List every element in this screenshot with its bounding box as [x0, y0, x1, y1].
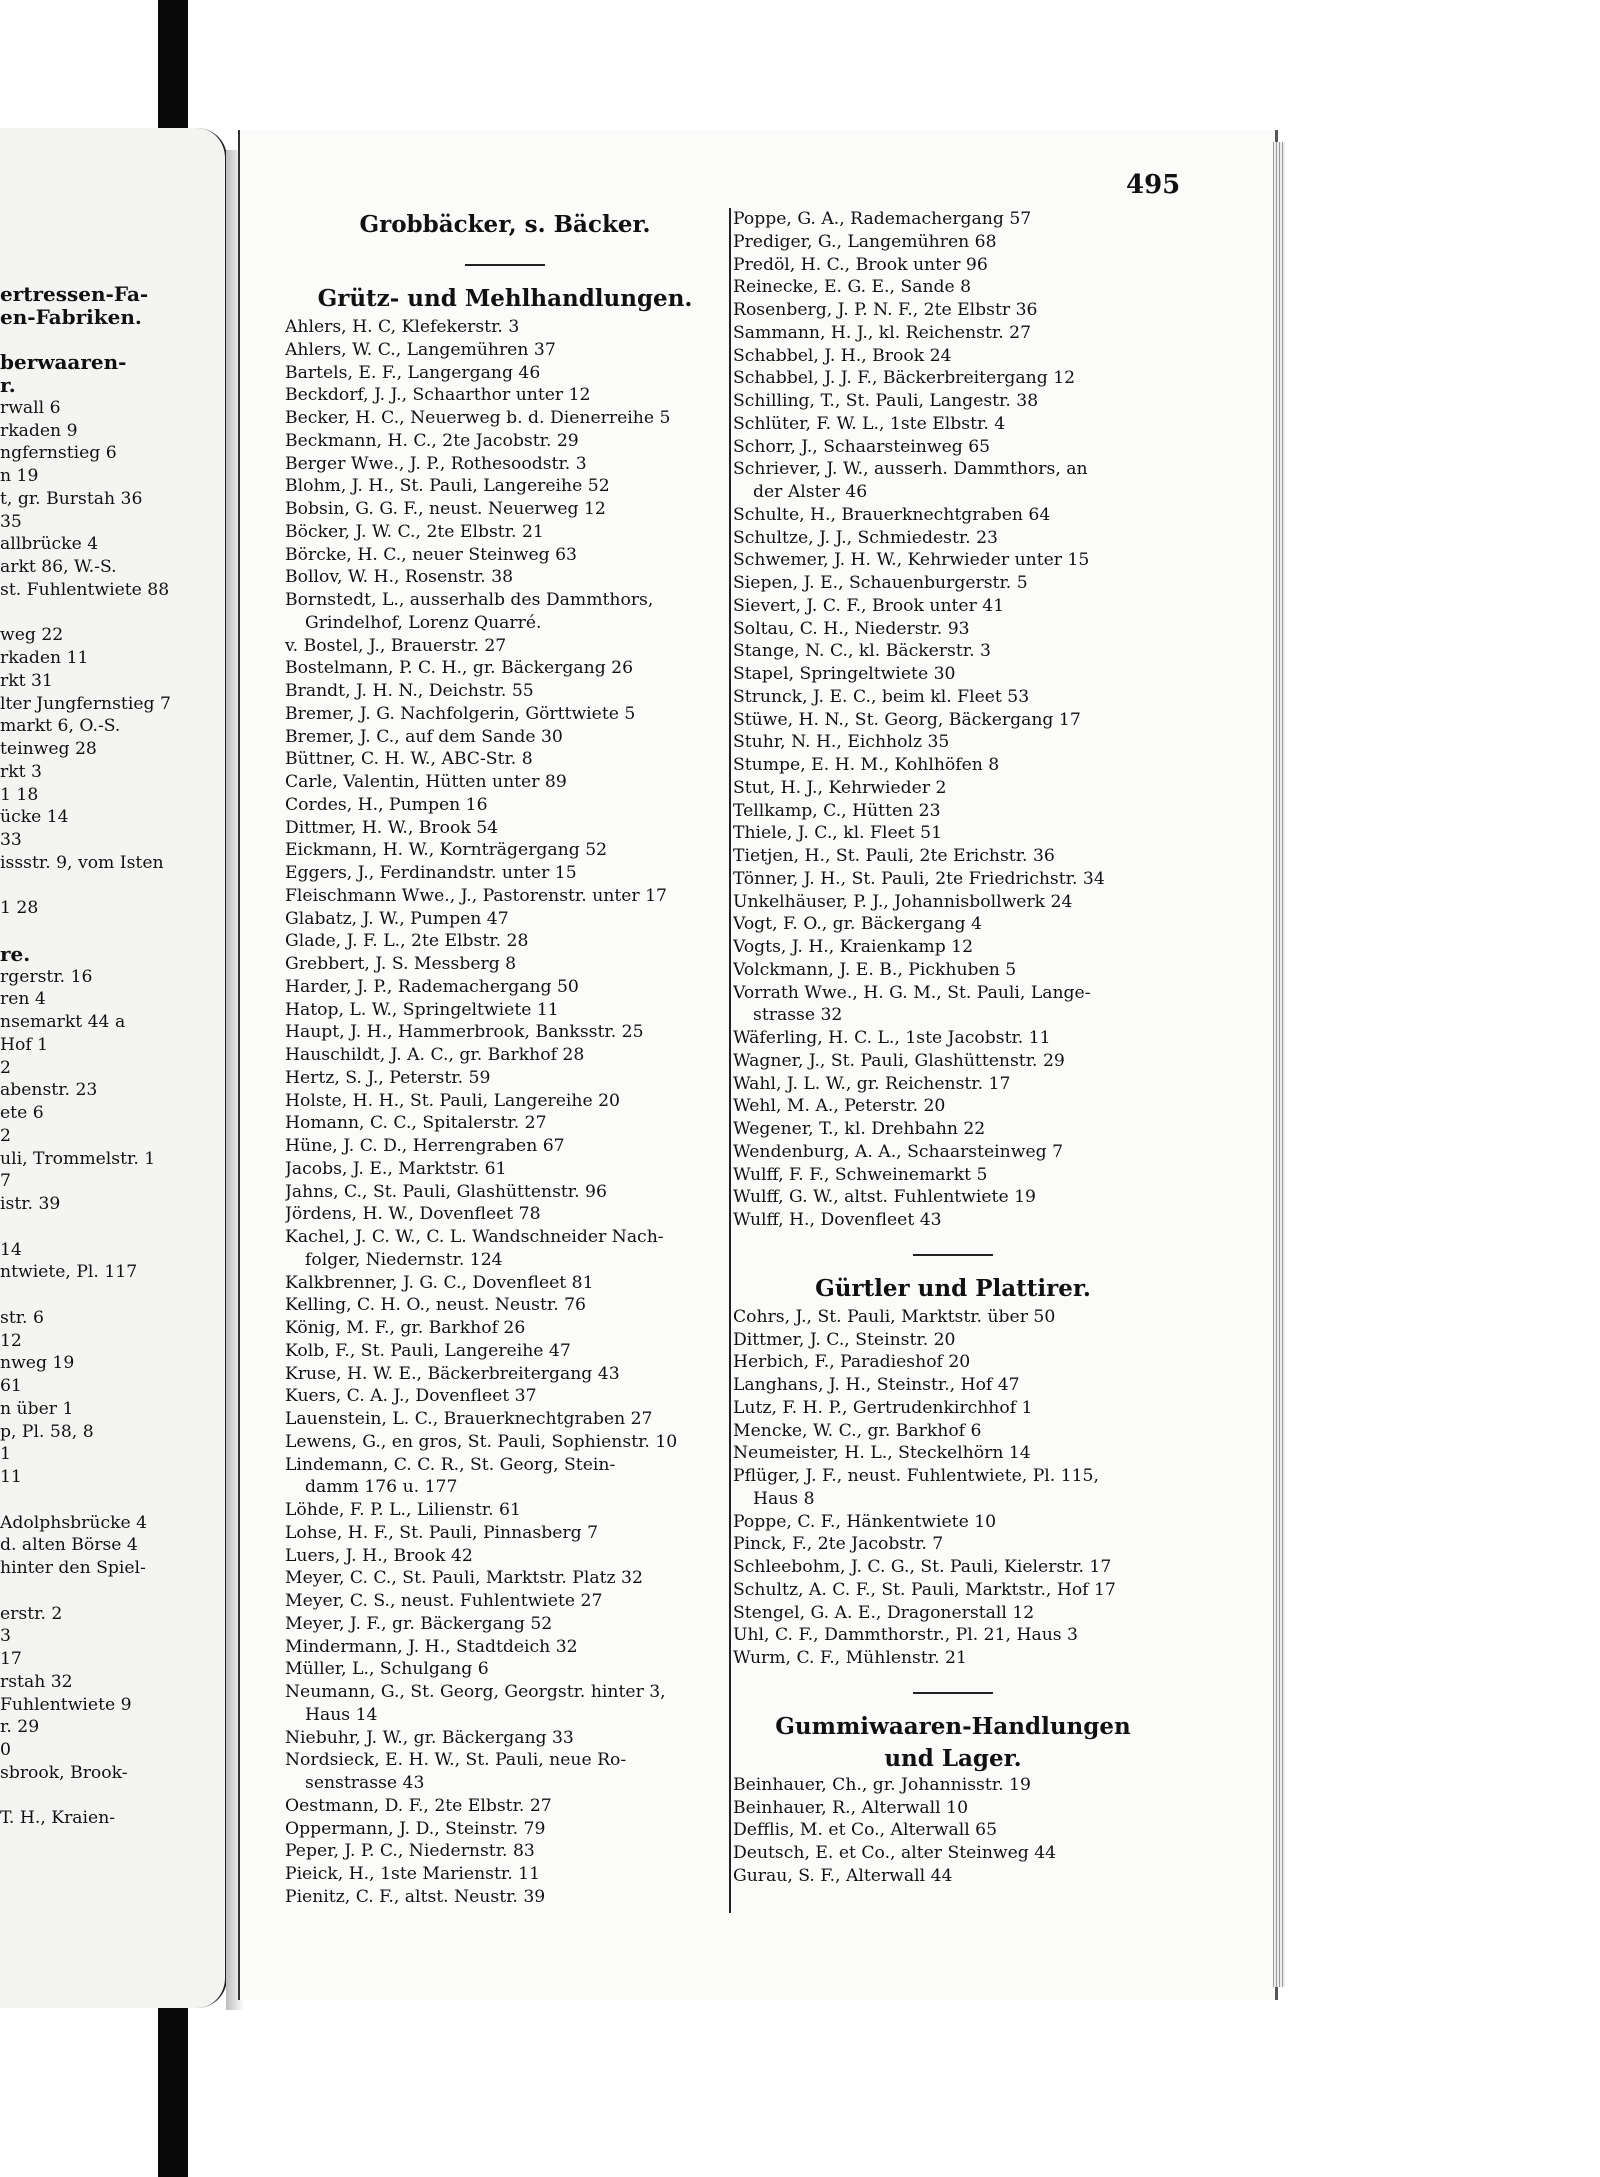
- directory-entry: Mencke, W. C., gr. Barkhof 6: [733, 1420, 982, 1441]
- directory-entry: Haus 8: [753, 1488, 815, 1509]
- left-page-fragment: allbrücke 4: [0, 534, 99, 555]
- directory-entry: Wagner, J., St. Pauli, Glashüttenstr. 29: [733, 1050, 1065, 1071]
- directory-entry: Sievert, J. C. F., Brook unter 41: [733, 595, 1005, 616]
- section-heading: Gummiwaaren-Handlungen: [775, 1712, 1131, 1740]
- left-page-fragment: Hof 1: [0, 1034, 49, 1055]
- directory-entry: Bremer, J. C., auf dem Sande 30: [285, 726, 563, 747]
- directory-entry: Lutz, F. H. P., Gertrudenkirchhof 1: [733, 1397, 1033, 1418]
- left-page-fragment: t, gr. Burstah 36: [0, 488, 143, 509]
- directory-entry: Wahl, J. L. W., gr. Reichenstr. 17: [733, 1073, 1011, 1094]
- directory-entry: Schulte, H., Brauerknechtgraben 64: [733, 504, 1051, 525]
- section-heading: Grobbäcker, s. Bäcker.: [359, 211, 651, 238]
- directory-entry: Bostelmann, P. C. H., gr. Bäckergang 26: [285, 658, 634, 679]
- directory-entry: Siepen, J. E., Schauenburgerstr. 5: [733, 573, 1028, 593]
- right-column: [733, 208, 1173, 1888]
- directory-entry: Eggers, J., Ferdinandstr. unter 15: [285, 863, 577, 883]
- left-page-fragment: sbrook, Brook-: [0, 1762, 128, 1783]
- directory-entry: Vorrath Wwe., H. G. M., St. Pauli, Lange-: [733, 982, 1091, 1003]
- left-page-fragment: abenstr. 23: [0, 1080, 98, 1101]
- left-page-fragment: 17: [0, 1649, 22, 1669]
- directory-entry: Jahns, C., St. Pauli, Glashüttenstr. 96: [285, 1181, 607, 1202]
- directory-entry: Stengel, G. A. E., Dragonerstall 12: [733, 1602, 1035, 1623]
- directory-entry: Meyer, C. C., St. Pauli, Marktstr. Platz 32: [285, 1568, 643, 1589]
- directory-entry: Pieick, H., 1ste Marienstr. 11: [285, 1864, 541, 1884]
- directory-entry: Becker, H. C., Neuerweg b. d. Dienerreihe 5: [285, 408, 671, 428]
- directory-entry: Bremer, J. G. Nachfolgerin, Görttwiete 5: [285, 703, 636, 724]
- left-page-fragment: ngfernstieg 6: [0, 443, 117, 464]
- directory-entry: Langhans, J. H., Steinstr., Hof 47: [733, 1375, 1020, 1395]
- directory-entry: Bollov, W. H., Rosenstr. 38: [285, 567, 514, 588]
- left-page-fragment: 2: [0, 1057, 11, 1078]
- directory-entry: Müller, L., Schulgang 6: [285, 1659, 489, 1680]
- section-heading: Gürtler und Plattirer.: [815, 1274, 1091, 1302]
- directory-entry: Kelling, C. H. O., neust. Neustr. 76: [285, 1295, 586, 1316]
- directory-entry: Gurau, S. F., Alterwall 44: [733, 1865, 953, 1886]
- left-page-fragment: 35: [0, 511, 22, 532]
- directory-entry: Wehl, M. A., Peterstr. 20: [733, 1096, 946, 1117]
- left-page-fragment: ertressen-Fa-: [0, 283, 149, 306]
- left-page-fragment: en-Fabriken.: [0, 304, 142, 329]
- directory-entry: Harder, J. P., Rademachergang 50: [285, 976, 579, 997]
- directory-entry: Bobsin, G. G. F., neust. Neuerweg 12: [285, 499, 606, 519]
- directory-entry: Hüne, J. C. D., Herrengraben 67: [285, 1136, 565, 1156]
- directory-entry: Prediger, G., Langemühren 68: [733, 231, 997, 252]
- directory-entry: Schabbel, J. H., Brook 24: [733, 345, 952, 366]
- section-rule: [465, 264, 545, 266]
- directory-entry: Tönner, J. H., St. Pauli, 2te Friedrichstr. 34: [733, 868, 1105, 889]
- directory-entry: Pienitz, C. F., altst. Neustr. 39: [285, 1886, 546, 1907]
- directory-entry: Jacobs, J. E., Marktstr. 61: [285, 1158, 507, 1179]
- left-page-fragment: [0, 602, 222, 625]
- left-page-fragment: rwall 6: [0, 397, 61, 418]
- directory-entry: Beinhauer, R., Alterwall 10: [733, 1797, 969, 1818]
- directory-entry: Tietjen, H., St. Pauli, 2te Erichstr. 36: [733, 846, 1055, 866]
- left-page-fragment: Fuhlentwiete 9: [0, 1694, 132, 1715]
- left-page-fragment: p, Pl. 58, 8: [0, 1421, 94, 1442]
- section-rule: [913, 1692, 993, 1694]
- directory-entry: Wäferling, H. C. L., 1ste Jacobstr. 11: [733, 1028, 1051, 1048]
- left-page-fragment: 14: [0, 1239, 22, 1260]
- left-page-fragment: markt 6, O.-S.: [0, 716, 121, 737]
- left-page-fragment: lter Jungfernstieg 7: [0, 693, 171, 714]
- directory-entry: Pinck, F., 2te Jacobstr. 7: [733, 1534, 944, 1555]
- directory-entry: Homann, C. C., Spitalerstr. 27: [285, 1113, 547, 1134]
- directory-entry: Stut, H. J., Kehrwieder 2: [733, 777, 947, 798]
- page-number: 495: [1126, 170, 1181, 200]
- left-page-fragment: d. alten Börse 4: [0, 1535, 138, 1556]
- left-page-fragment: ren 4: [0, 989, 46, 1010]
- left-page-fragments: [0, 283, 222, 1830]
- left-column: [285, 208, 725, 1909]
- directory-entry: Sammann, H. J., kl. Reichenstr. 27: [733, 322, 1032, 343]
- directory-entry: Schabbel, J. J. F., Bäckerbreitergang 12: [733, 368, 1076, 389]
- left-page-fragment: uli, Trommelstr. 1: [0, 1148, 156, 1169]
- directory-entry: Dittmer, J. C., Steinstr. 20: [733, 1329, 956, 1350]
- directory-entry: Fleischmann Wwe., J., Pastorenstr. unter 17: [285, 885, 667, 906]
- directory-entry: Meyer, J. F., gr. Bäckergang 52: [285, 1613, 553, 1634]
- directory-entry: Soltau, C. H., Niederstr. 93: [733, 618, 970, 639]
- directory-entry: Nordsieck, E. H. W., St. Pauli, neue Ro-: [285, 1750, 627, 1771]
- directory-entry: Poppe, G. A., Rademachergang 57: [733, 209, 1032, 229]
- left-page-fragment: T. H., Kraien-: [0, 1808, 116, 1829]
- left-page-fragment: rkt 31: [0, 670, 53, 691]
- directory-entry: Thiele, J. C., kl. Fleet 51: [733, 823, 943, 844]
- directory-entry: Predöl, H. C., Brook unter 96: [733, 254, 988, 275]
- directory-entry: Luers, J. H., Brook 42: [285, 1545, 473, 1566]
- directory-entry: Berger Wwe., J. P., Rothesoodstr. 3: [285, 453, 587, 474]
- directory-entry: Schilling, T., St. Pauli, Langestr. 38: [733, 391, 1039, 411]
- directory-entry: Vogts, J. H., Kraienkamp 12: [733, 937, 974, 957]
- directory-entry: Wegener, T., kl. Drehbahn 22: [733, 1119, 986, 1139]
- section-heading: Grütz- und Mehlhandlungen.: [317, 285, 693, 312]
- left-page-fragment: [0, 329, 222, 352]
- directory-entry: Büttner, C. H. W., ABC-Str. 8: [285, 749, 533, 770]
- left-page-fragment: 2: [0, 1125, 11, 1146]
- directory-entry: v. Bostel, J., Brauerstr. 27: [285, 635, 507, 656]
- directory-entry: Stange, N. C., kl. Bäckerstr. 3: [733, 641, 991, 662]
- directory-entry: Strunck, J. E. C., beim kl. Fleet 53: [733, 686, 1030, 707]
- left-page-fragment: [0, 920, 222, 943]
- directory-entry: Volckmann, J. E. B., Pickhuben 5: [733, 959, 1017, 980]
- directory-entry: Hatop, L. W., Springeltwiete 11: [285, 999, 559, 1020]
- left-page-fragment: arkt 86, W.-S.: [0, 557, 117, 577]
- directory-entry: Peper, J. P. C., Niedernstr. 83: [285, 1841, 535, 1862]
- directory-entry: Deutsch, E. et Co., alter Steinweg 44: [733, 1843, 1057, 1863]
- directory-entry: Rosenberg, J. P. N. F., 2te Elbstr 36: [733, 300, 1038, 320]
- directory-entry: Stumpe, E. H. M., Kohlhöfen 8: [733, 755, 1000, 775]
- directory-entry: Kolb, F., St. Pauli, Langereihe 47: [285, 1340, 571, 1361]
- directory-entry: Mindermann, J. H., Stadtdeich 32: [285, 1636, 578, 1657]
- directory-entry: strasse 32: [753, 1005, 843, 1026]
- left-page-fragment: str. 6: [0, 1307, 44, 1328]
- directory-entry: Hauschildt, J. A. C., gr. Barkhof 28: [285, 1045, 585, 1065]
- directory-entry: Oestmann, D. F., 2te Elbstr. 27: [285, 1795, 552, 1816]
- directory-entry: Schwemer, J. H. W., Kehrwieder unter 15: [733, 550, 1090, 571]
- directory-entry: damm 176 u. 177: [305, 1477, 458, 1498]
- directory-entry: Grebbert, J. S. Messberg 8: [285, 954, 517, 974]
- left-page-fragment: re.: [0, 941, 31, 966]
- directory-entry: Uhl, C. F., Dammthorstr., Pl. 21, Haus 3: [733, 1625, 1078, 1646]
- directory-entry: Böcker, J. W. C., 2te Elbstr. 21: [285, 521, 544, 542]
- directory-entry: Tellkamp, C., Hütten 23: [733, 800, 941, 821]
- left-page-fragment: berwaaren-: [0, 350, 127, 375]
- left-page-fragment: r. 29: [0, 1717, 40, 1738]
- left-page-fragment: st. Fuhlentwiete 88: [0, 579, 170, 600]
- left-page: [0, 128, 227, 2008]
- directory-entry: Glade, J. F. L., 2te Elbstr. 28: [285, 931, 529, 952]
- directory-entry: senstrasse 43: [305, 1773, 425, 1793]
- directory-entry: Schultze, J. J., Schmiedestr. 23: [733, 527, 998, 548]
- left-page-fragment: nweg 19: [0, 1353, 75, 1374]
- section-rule: [913, 1254, 993, 1256]
- left-page-fragment: 1 28: [0, 898, 39, 919]
- directory-entry: Hertz, S. J., Peterstr. 59: [285, 1067, 491, 1088]
- left-page-fragment: 7: [0, 1171, 11, 1192]
- left-page-fragment: 61: [0, 1376, 22, 1396]
- left-page-fragment: issstr. 9, vom Isten: [0, 852, 164, 873]
- left-page-fragment: 1 18: [0, 784, 39, 805]
- directory-entry: Holste, H. H., St. Pauli, Langereihe 20: [285, 1090, 620, 1111]
- left-page-fragment: ntwiete, Pl. 117: [0, 1262, 138, 1283]
- left-page-fragment: n über 1: [0, 1398, 74, 1419]
- left-page-fragment: Adolphsbrücke 4: [0, 1512, 148, 1533]
- directory-entry: Blohm, J. H., St. Pauli, Langereihe 52: [285, 476, 610, 497]
- left-page-fragment: rkaden 9: [0, 420, 78, 441]
- directory-entry: Pflüger, J. F., neust. Fuhlentwiete, Pl. 115,: [733, 1466, 1099, 1486]
- left-page-fragment: istr. 39: [0, 1194, 61, 1214]
- directory-entry: Cohrs, J., St. Pauli, Marktstr. über 50: [733, 1306, 1056, 1327]
- directory-entry: Dittmer, H. W., Brook 54: [285, 817, 499, 838]
- left-page-fragment: 11: [0, 1467, 22, 1487]
- column-divider: [729, 208, 731, 1913]
- directory-entry: Glabatz, J. W., Pumpen 47: [285, 908, 509, 929]
- directory-entry: Beinhauer, Ch., gr. Johannisstr. 19: [733, 1774, 1031, 1795]
- directory-entry: Herbich, F., Paradieshof 20: [733, 1352, 971, 1373]
- directory-entry: Bartels, E. F., Langergang 46: [285, 362, 541, 383]
- directory-entry: Schleebohm, J. C. G., St. Pauli, Kielerstr. 17: [733, 1557, 1112, 1577]
- page-edges: [1273, 142, 1285, 1987]
- directory-entry: Lohse, H. F., St. Pauli, Pinnasberg 7: [285, 1522, 598, 1543]
- directory-entry: Kachel, J. C. W., C. L. Wandschneider Nach-: [285, 1227, 664, 1247]
- left-page-fragment: erstr. 2: [0, 1603, 63, 1624]
- directory-entry: Defflis, M. et Co., Alterwall 65: [733, 1820, 998, 1841]
- left-page-fragment: [0, 1785, 222, 1808]
- directory-entry: Stapel, Springeltwiete 30: [733, 664, 956, 684]
- directory-entry: Löhde, F. P. L., Lilienstr. 61: [285, 1500, 521, 1520]
- left-page-fragment: 1: [0, 1444, 11, 1465]
- directory-entry: Stüwe, H. N., St. Georg, Bäckergang 17: [733, 709, 1081, 730]
- directory-entry: Meyer, C. S., neust. Fuhlentwiete 27: [285, 1591, 603, 1611]
- directory-entry: Wulff, G. W., altst. Fuhlentwiete 19: [733, 1187, 1036, 1208]
- directory-entry: Lewens, G., en gros, St. Pauli, Sophienstr. 10: [285, 1431, 678, 1452]
- directory-entry: Grindelhof, Lorenz Quarré.: [305, 612, 542, 633]
- directory-entry: Ahlers, H. C, Klefekerstr. 3: [285, 317, 520, 337]
- directory-entry: Haupt, J. H., Hammerbrook, Banksstr. 25: [285, 1022, 644, 1043]
- left-page-fragment: nsemarkt 44 a: [0, 1012, 126, 1032]
- left-page-fragment: 33: [0, 830, 22, 850]
- directory-entry: Lindemann, C. C. R., St. Georg, Stein-: [285, 1454, 616, 1475]
- left-page-fragment: [0, 1580, 222, 1603]
- directory-entry: Oppermann, J. D., Steinstr. 79: [285, 1818, 546, 1839]
- directory-entry: Stuhr, N. H., Eichholz 35: [733, 732, 950, 753]
- left-page-fragment: [0, 875, 222, 898]
- directory-entry: Schriever, J. W., ausserh. Dammthors, an: [733, 459, 1088, 480]
- directory-entry: Niebuhr, J. W., gr. Bäckergang 33: [285, 1727, 574, 1748]
- directory-entry: Wulff, H., Dovenfleet 43: [733, 1210, 942, 1230]
- directory-entry: Neumann, G., St. Georg, Georgstr. hinter 3,: [285, 1682, 666, 1702]
- directory-entry: Bornstedt, L., ausserhalb des Dammthors,: [285, 590, 654, 610]
- left-page-fragment: rkaden 11: [0, 648, 89, 668]
- directory-entry: Kalkbrenner, J. G. C., Dovenfleet 81: [285, 1272, 594, 1293]
- left-page-fragment: n 19: [0, 466, 39, 486]
- directory-entry: folger, Niedernstr. 124: [305, 1249, 503, 1270]
- directory-entry: Beckdorf, J. J., Schaarthor unter 12: [285, 385, 591, 406]
- left-page-fragment: r.: [0, 373, 16, 397]
- directory-entry: Brandt, J. H. N., Deichstr. 55: [285, 681, 534, 701]
- directory-entry: Schultz, A. C. F., St. Pauli, Marktstr., Hof 17: [733, 1579, 1116, 1600]
- left-page-fragment: rkt 3: [0, 761, 42, 782]
- directory-entry: König, M. F., gr. Barkhof 26: [285, 1318, 526, 1338]
- left-page-fragment: 12: [0, 1330, 22, 1351]
- directory-entry: Cordes, H., Pumpen 16: [285, 794, 488, 815]
- directory-entry: Wurm, C. F., Mühlenstr. 21: [733, 1648, 967, 1668]
- directory-entry: der Alster 46: [753, 482, 868, 502]
- left-page-fragment: hinter den Spiel-: [0, 1558, 146, 1578]
- directory-entry: Haus 14: [305, 1704, 378, 1725]
- section-heading: und Lager.: [884, 1744, 1022, 1772]
- left-page-fragment: ücke 14: [0, 807, 69, 828]
- directory-entry: Neumeister, H. L., Steckelhörn 14: [733, 1443, 1031, 1464]
- left-page-fragment: [0, 1284, 222, 1307]
- left-page-fragment: rstah 32: [0, 1671, 73, 1692]
- directory-entry: Beckmann, H. C., 2te Jacobstr. 29: [285, 430, 579, 451]
- directory-entry: Eickmann, H. W., Kornträgergang 52: [285, 840, 608, 861]
- directory-entry: Lauenstein, L. C., Brauerknechtgraben 27: [285, 1409, 653, 1429]
- left-page-fragment: [0, 1216, 222, 1239]
- left-page-fragment: rgerstr. 16: [0, 966, 93, 987]
- directory-entry: Ahlers, W. C., Langemühren 37: [285, 339, 556, 360]
- left-page-fragment: 0: [0, 1740, 11, 1760]
- directory-entry: Kuers, C. A. J., Dovenfleet 37: [285, 1386, 537, 1407]
- left-page-fragment: [0, 1489, 222, 1512]
- directory-entry: Poppe, C. F., Hänkentwiete 10: [733, 1511, 997, 1532]
- directory-entry: Schlüter, F. W. L., 1ste Elbstr. 4: [733, 413, 1006, 434]
- directory-entry: Reinecke, E. G. E., Sande 8: [733, 277, 972, 298]
- directory-entry: Jördens, H. W., Dovenfleet 78: [285, 1204, 541, 1225]
- directory-entry: Börcke, H. C., neuer Steinweg 63: [285, 544, 577, 565]
- left-page-fragment: ete 6: [0, 1103, 44, 1123]
- left-page-fragment: weg 22: [0, 625, 64, 646]
- directory-entry: Wendenburg, A. A., Schaarsteinweg 7: [733, 1141, 1064, 1162]
- directory-entry: Schorr, J., Schaarsteinweg 65: [733, 436, 991, 457]
- directory-entry: Wulff, F. F., Schweinemarkt 5: [733, 1164, 988, 1185]
- directory-entry: Kruse, H. W. E., Bäckerbreitergang 43: [285, 1363, 620, 1384]
- directory-entry: Carle, Valentin, Hütten unter 89: [285, 772, 567, 792]
- left-page-fragment: 3: [0, 1626, 11, 1647]
- left-page-fragment: teinweg 28: [0, 739, 97, 759]
- directory-entry: Vogt, F. O., gr. Bäckergang 4: [733, 914, 982, 935]
- directory-entry: Unkelhäuser, P. J., Johannisbollwerk 24: [733, 891, 1073, 912]
